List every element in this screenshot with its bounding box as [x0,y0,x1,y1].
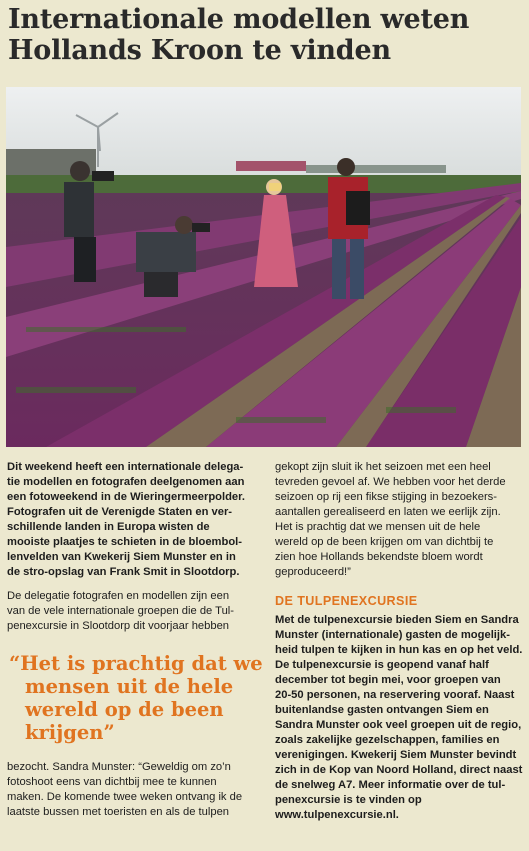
text-line: Munster (internationale) gasten de mogelijk- [275,629,510,641]
text-line: geproduceerd!” [275,566,351,578]
text-line: de snelweg A7. Meer informatie over de tul- [275,779,506,791]
tree-line [306,165,446,173]
left-column [7,460,265,820]
text-line: schillende landen in Europa wisten de [7,521,210,533]
text-line: seizoen op rij een fikse stijging in bezoekers- [275,491,498,503]
pull-quote [7,652,265,744]
body-paragraph [7,589,265,634]
text-line: maken. De komende twee weken ontvang ik de [7,791,243,803]
text-line: zien hoe Hollands bekendste bloem wordt [275,551,483,563]
text-line: Dit weekend heeft een internationale delega- [7,461,244,473]
text-line: fotoshoot eens van dichtbij mee te kunnen [7,776,217,788]
quote-line: krijgen” [25,721,115,744]
body-paragraph [275,460,522,580]
text-line: bezocht. Sandra Munster: “Geweldig om zo’n [7,761,231,773]
text-line: de stro-opslag van Frank Smit in Slootdorp. [7,566,240,578]
text-line: penexcursie is te vinden op [275,794,422,806]
text-line: Sandra Munster ook veel groepen uit de regio, [275,719,522,731]
text-line: een fotoweekend in de Wieringermeerpolder. [7,491,246,503]
quote-line: “Het is prachtig dat we [9,652,263,675]
section-subheading: DE TULPENEXCURSIE [275,594,418,608]
text-line: penexcursie in Slootdorp dit voorjaar hebben [7,620,230,632]
text-line: De delegatie fotografen en modellen zijn een [7,590,230,602]
text-line: aantallen gerealiseerd en laten we eerlijk zijn. [275,506,501,518]
quote-line: mensen uit de hele [25,675,234,698]
text-line: gekopt zijn sluit ik het seizoen met een heel [275,461,491,473]
text-line: zoals zakelijke gezelschappen, families en [275,734,500,746]
text-line: laatste bussen met toeristen en als de tulpen [7,806,230,818]
text-line: zich in de Kop van Noord Holland, direct naast [275,764,523,776]
text-line: 20-50 personen, na reservering vooraf. Naast [275,689,515,701]
greenhouse [236,161,306,171]
quote-line: wereld op de been [25,698,224,721]
right-column [275,460,522,823]
text-line: Met de tulpenexcursie bieden Siem en Sandra [275,614,519,626]
website-link[interactable]: www.tulpenexcursie.nl. [275,809,399,821]
text-line: Fotografen uit de Verenigde Staten en ver- [7,506,233,518]
text-line: mooiste plaatjes te schieten in de bloembol- [7,536,242,548]
intro-paragraph [7,460,265,580]
text-line: De tulpenexcursie is geopend vanaf half [275,659,489,671]
text-line: Het is prachtig dat we mensen uit de hele [275,521,481,533]
article-headline [8,4,523,66]
text-line: lenvelden van Kwekerij Siem Munster en in [7,551,236,563]
tulip-field-illustration [6,87,521,447]
headline-line: Internationale modellen weten [8,4,470,35]
text-line: van de vele internationale groepen die de Tul- [7,605,235,617]
article-photo [6,87,521,447]
text-line: tie modellen en fotografen deelgenomen aan [7,476,245,488]
body-paragraph [7,760,265,820]
text-line: wereld op de been krijgen om van dichtbij te [275,536,494,548]
text-line: tevreden gevoel af. We hebben voor het derde [275,476,506,488]
text-line: buitenlandse gasten ontvangen Siem en [275,704,489,716]
text-line: verenigingen. Kwekerij Siem Munster bevindt [275,749,517,761]
text-line: heid tulpen te kijken in hun kas en op het veld. [275,644,523,656]
headline-line: Hollands Kroon te vinden [8,35,391,66]
text-line: december tot begin mei, voor groepen van [275,674,501,686]
body-paragraph [275,613,522,823]
